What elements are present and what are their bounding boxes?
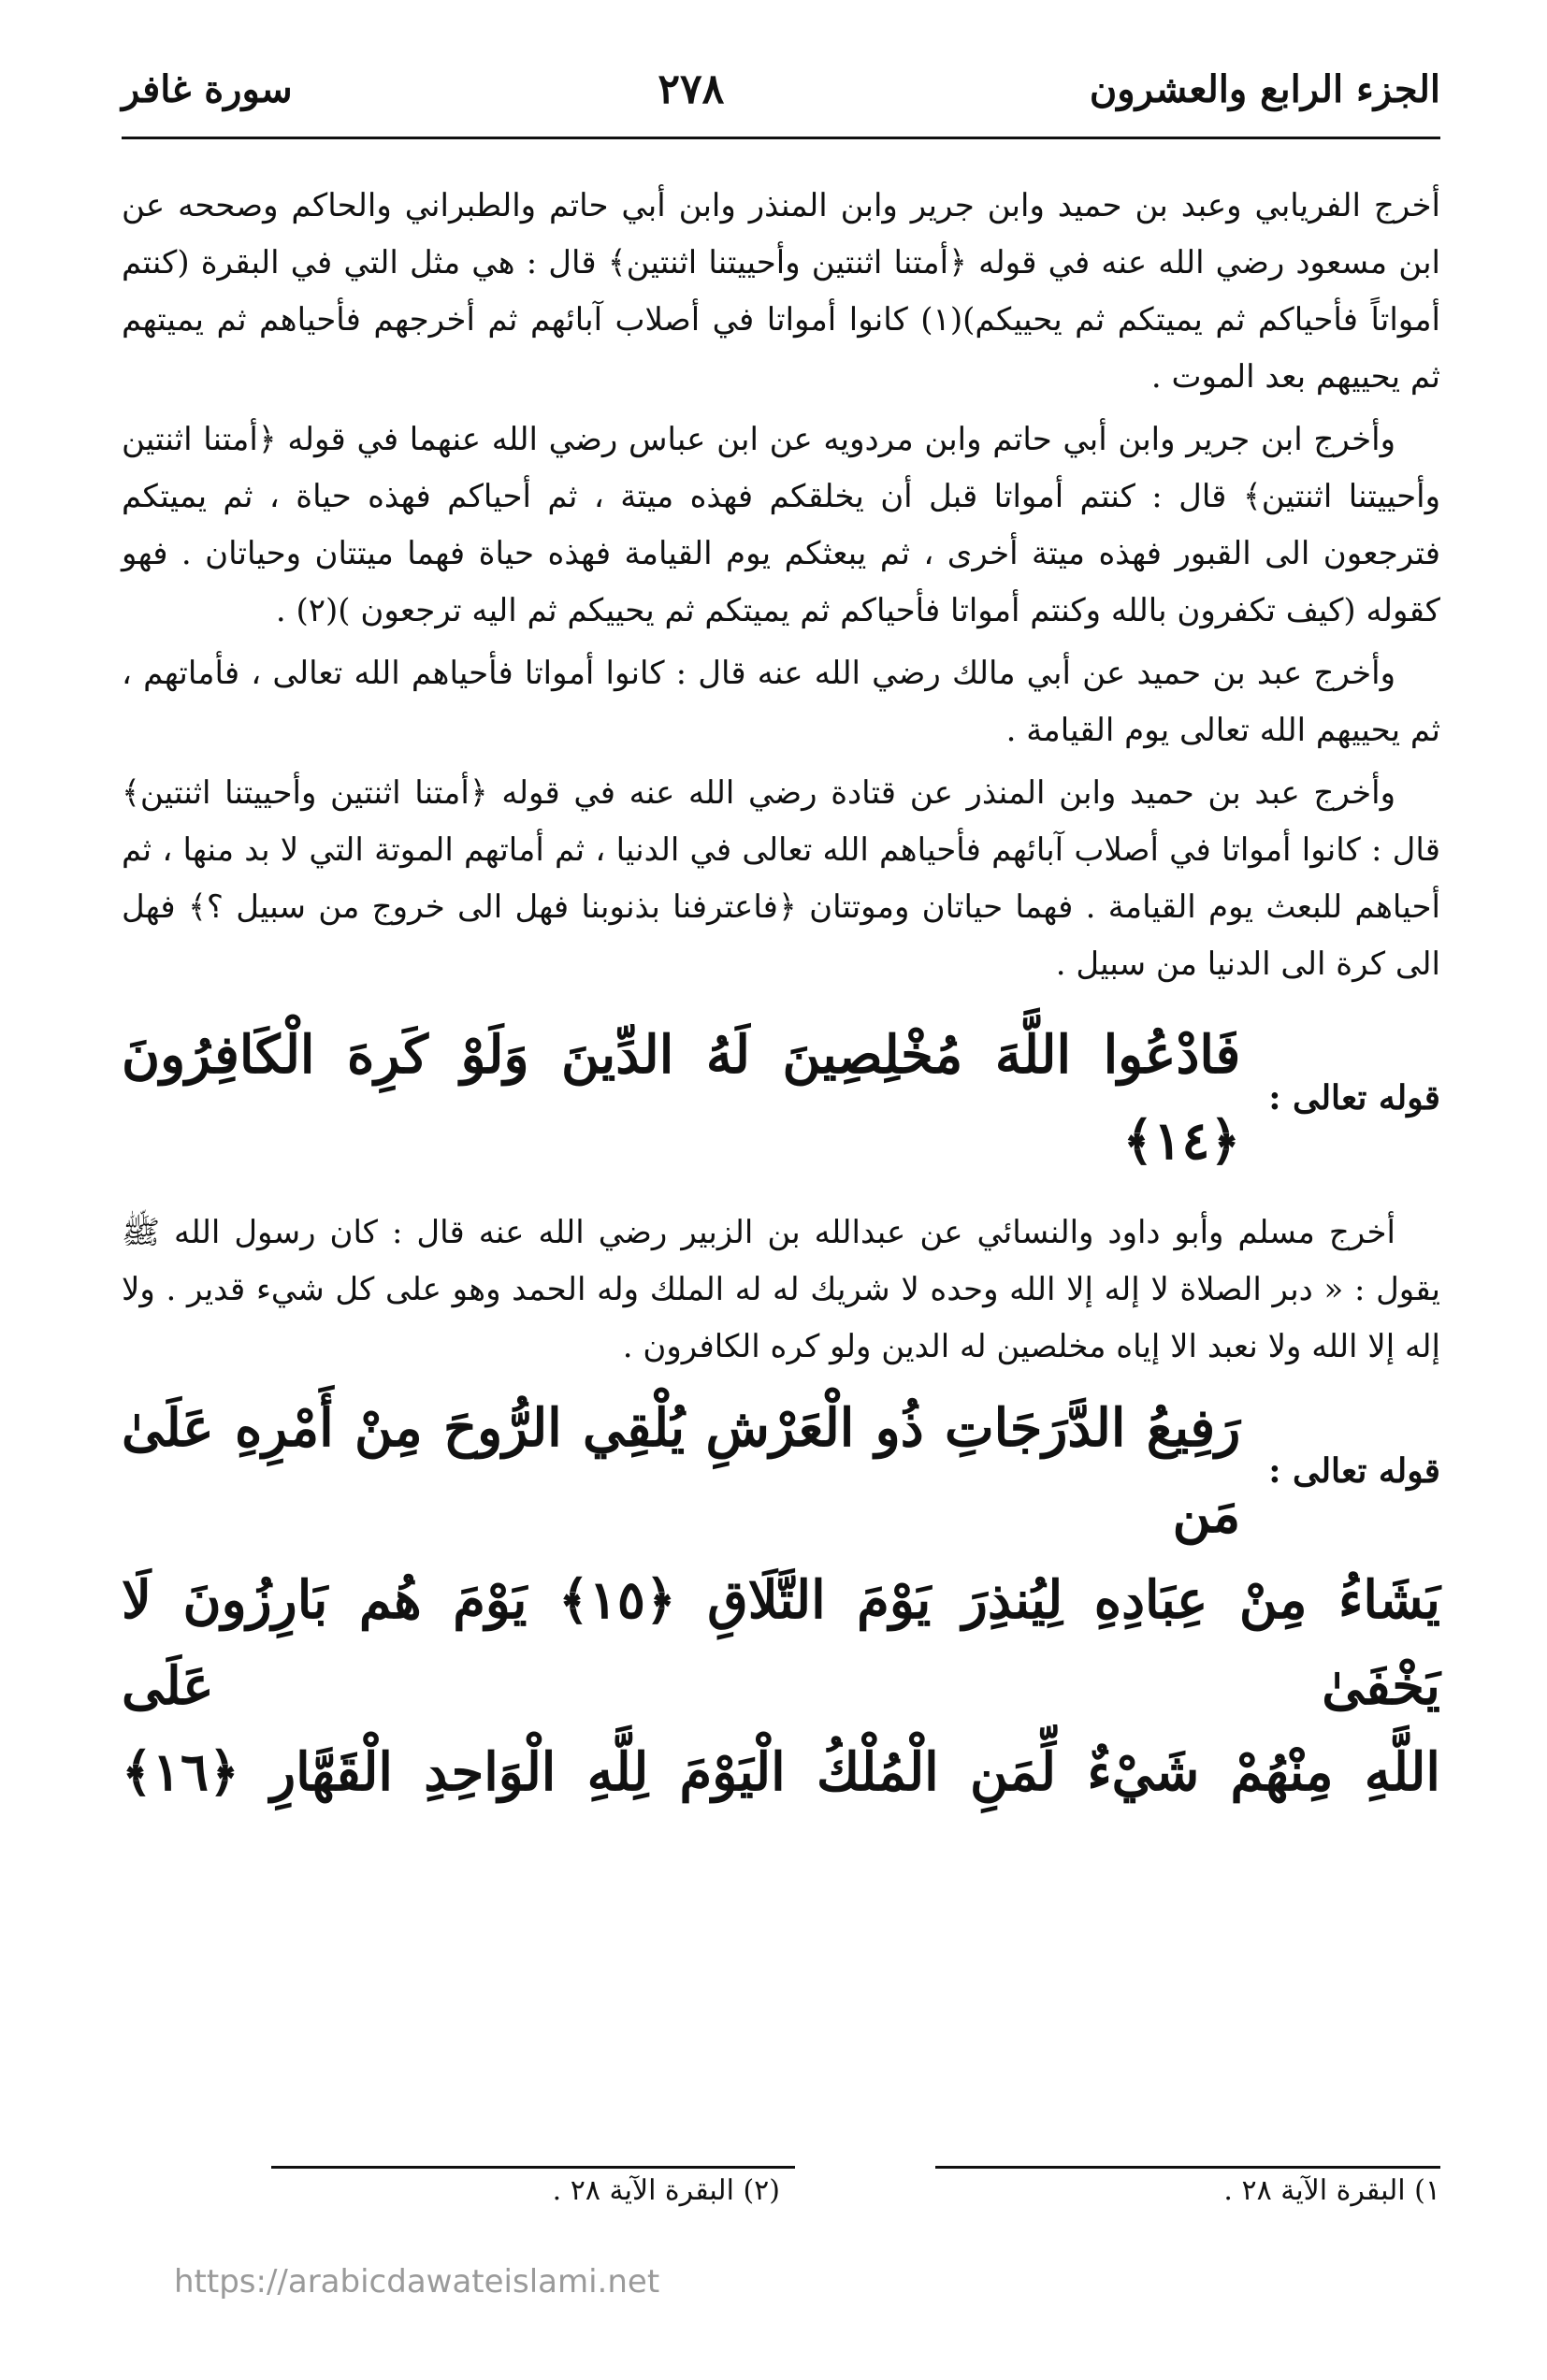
quran-verse-14: فَادْعُوا اللَّهَ مُخْلِصِينَ لَهُ الدِّينَ وَلَوْ كَرِهَ الْكَافِرُونَ ﴿١٤﴾ xyxy=(122,1024,1241,1172)
paragraph-1: أخرج الفريابي وعبد بن حميد وابن جرير وابن المنذر وابن أبي حاتم والطبراني والحاكم وصححه عن ابن مسعود رضي الله عنه في قوله ﴿أمتنا اثنتين وأحييتنا اثنتين﴾ قال : هي مثل التي في البقرة (كنتم أمواتاً فأحياكم ثم يميتكم ثم يحييكم)(١) كانوا أمواتا في أصلاب آبائهم ثم أخرجهم فأحياهم ثم يميتهم ثم يحييهم بعد الموت . xyxy=(122,187,1440,396)
footnote-rule-left xyxy=(271,2166,795,2169)
header-rule xyxy=(122,137,1440,139)
footnote-1: ١) البقرة الآية ٢٨ . xyxy=(1223,2174,1440,2207)
paragraph-4: وأخرج عبد بن حميد وابن المنذر عن قتادة رضي الله عنه في قوله ﴿أمتنا اثنتين وأحييتنا اثنتين﴾ قال : كانوا أمواتا في أصلاب آبائهم فأحياهم الله تعالى في الدنيا ، ثم أماتهم الموتة التي لا بد منها ، ثم أحياهم للبعث يوم القيامة . فهما حياتان وموتتان ﴿فاعترفنا بذنوبنا فهل الى خروج من سبيل ؟﴾ فهل الى كرة الى الدنيا من سبيل . xyxy=(122,774,1440,983)
verse-intro-label-2: قوله تعالى : xyxy=(1268,1451,1440,1491)
footnote-rule-right xyxy=(935,2166,1440,2169)
paragraph-3: وأخرج عبد بن حميد عن أبي مالك رضي الله عنه قال : كانوا أمواتا فأحياهم الله تعالى ، فأماتهم ، ثم يحييهم الله تعالى يوم القيامة . xyxy=(122,655,1440,749)
verse-intro-label: قوله تعالى : xyxy=(1268,1078,1440,1118)
page-number: ٢٧٨ xyxy=(658,65,725,113)
page-body xyxy=(122,178,1440,1815)
paragraph-2: وأخرج ابن جرير وابن أبي حاتم وابن مردويه عن ابن عباس رضي الله عنهما في قوله ﴿أمتنا اثنتين وأحييتنا اثنتين﴾ قال : كنتم أمواتا قبل أن يخلقكم فهذه ميتة ، ثم أحياكم فهذه حياة ، ثم يميتكم فترجعون الى القبور فهذه ميتة أخرى ، ثم يبعثكم يوم القيامة فهذه حياة فهما ميتتان وحياتان . فهو كقوله (كيف تكفرون بالله وكنتم أمواتا فأحياكم ثم يميتكم ثم يحييكم ثم اليه ترجعون )(٢) . xyxy=(122,421,1440,629)
source-watermark: https://arabicdawateislami.net xyxy=(174,2263,660,2301)
paragraph-5: أخرج مسلم وأبو داود والنسائي عن عبدالله بن الزبير رضي الله عنه قال : كان رسول الله ﷺ يقول : « دبر الصلاة لا إله إلا الله وحده لا شريك له له الملك وله الحمد وهو على كل شيء قدير . ولا إله إلا الله ولا نعبد الا إياه مخلصين له الدين ولو كره الكافرون . xyxy=(122,1214,1440,1365)
quran-verse-line-1: رَفِيعُ الدَّرَجَاتِ ذُو الْعَرْشِ يُلْقِي الرُّوحَ مِنْ أَمْرِهِ عَلَىٰ مَن xyxy=(122,1397,1241,1545)
quran-verse-line-3: اللَّهِ مِنْهُمْ شَيْءٌ لِّمَنِ الْمُلْكُ الْيَوْمَ لِلَّهِ الْوَاحِدِ الْقَهَّارِ ﴿١٦﴾ xyxy=(122,1741,1440,1803)
verse-14-block xyxy=(122,1012,1440,1184)
quran-verse-line-2: يَشَاءُ مِنْ عِبَادِهِ لِيُنذِرَ يَوْمَ التَّلَاقِ ﴿١٥﴾ يَوْمَ هُم بَارِزُونَ لَا يَخْفَىٰ عَلَى xyxy=(122,1569,1440,1717)
running-header xyxy=(122,47,1440,131)
surah-title: سورة غافر xyxy=(122,66,293,111)
verse-15-16-block xyxy=(122,1385,1440,1815)
part-title: الجزء الرابع والعشرون xyxy=(1089,66,1440,111)
verse-line-1-row xyxy=(122,1385,1440,1557)
footnote-2: (٢) البقرة الآية ٢٨ . xyxy=(552,2174,780,2207)
